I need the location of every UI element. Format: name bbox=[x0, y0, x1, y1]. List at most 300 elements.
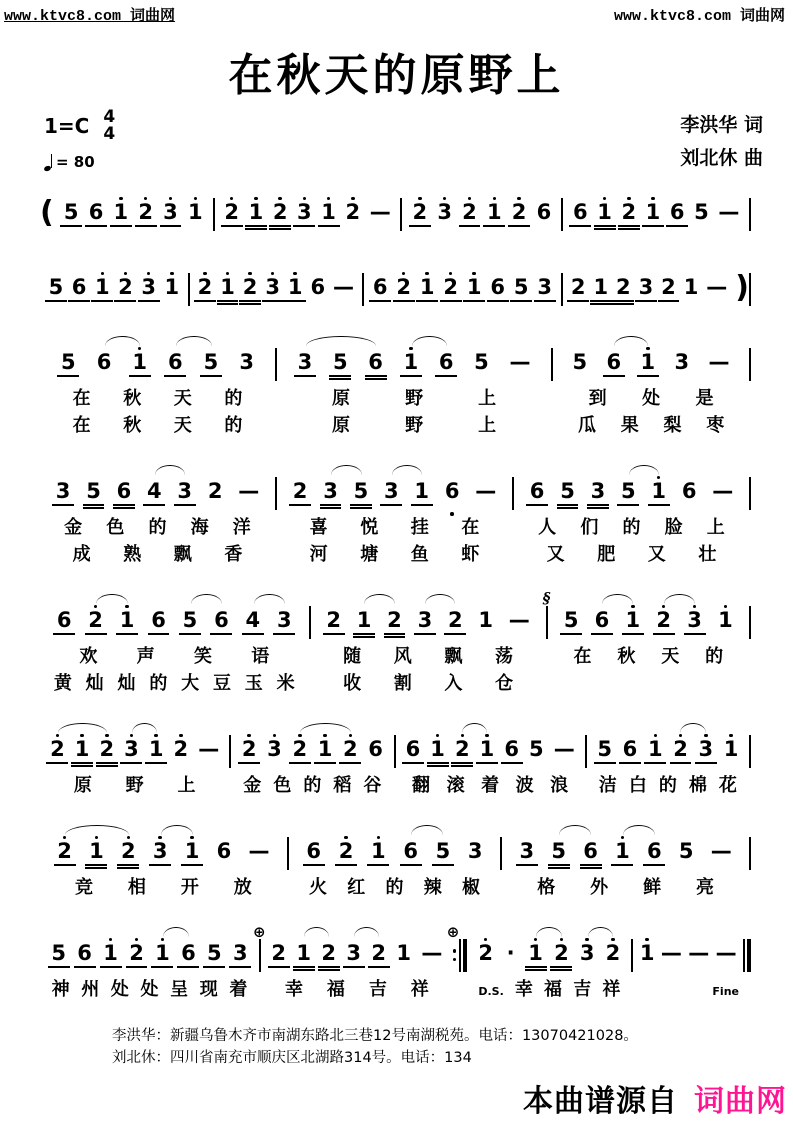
beam-line bbox=[440, 300, 462, 302]
notes-row bbox=[587, 719, 749, 771]
lyric-syllable: 波 bbox=[515, 775, 534, 796]
lyric-syllable: 火 bbox=[309, 877, 327, 898]
lyric-syllable: 的 bbox=[622, 517, 641, 538]
note bbox=[445, 475, 460, 518]
slur-arc bbox=[629, 465, 659, 475]
note bbox=[564, 604, 579, 647]
lyric-syllable: 米 bbox=[276, 673, 295, 694]
note bbox=[512, 196, 527, 239]
note bbox=[420, 271, 435, 314]
credit-lyricist: 李洪华 词 bbox=[680, 114, 763, 136]
beam-line bbox=[508, 225, 530, 227]
note bbox=[684, 271, 699, 314]
underline-beams bbox=[651, 502, 666, 511]
underline-beams bbox=[72, 298, 87, 307]
note bbox=[163, 196, 178, 239]
notes-row bbox=[190, 257, 362, 309]
beam-line bbox=[590, 303, 612, 305]
beam-line bbox=[85, 225, 107, 227]
note bbox=[675, 346, 690, 389]
lyric-syllable: 祥 bbox=[602, 979, 621, 1000]
note-number: 2 bbox=[621, 200, 637, 224]
notes-row bbox=[40, 590, 309, 642]
note bbox=[224, 196, 239, 239]
underline-beams bbox=[436, 862, 451, 871]
underline-beams bbox=[404, 373, 419, 382]
underline-beams bbox=[520, 862, 535, 871]
source-prefix: 本曲谱源自 bbox=[523, 1084, 678, 1119]
underline-beams bbox=[564, 631, 579, 640]
underline-beams bbox=[514, 298, 529, 307]
note bbox=[648, 733, 663, 776]
beam-line bbox=[637, 375, 659, 377]
coda-icon: ⊕ bbox=[253, 922, 266, 941]
dash-mark bbox=[709, 346, 730, 389]
underline-beams bbox=[670, 223, 685, 232]
note bbox=[651, 475, 666, 518]
lyric-syllable: 的 bbox=[224, 388, 243, 409]
underline-beams bbox=[580, 964, 595, 973]
note bbox=[387, 604, 402, 647]
slur-arc bbox=[588, 927, 613, 937]
beam-line bbox=[642, 225, 664, 227]
underline-beams bbox=[149, 760, 164, 769]
note-number: — bbox=[509, 350, 531, 374]
note-number: 1 bbox=[113, 200, 129, 224]
underline-beams bbox=[204, 373, 219, 382]
underline-beams bbox=[537, 223, 552, 232]
underline-beams bbox=[297, 223, 312, 232]
note-number: 1 bbox=[184, 839, 200, 863]
note-number: 2 bbox=[605, 941, 621, 965]
note bbox=[120, 604, 135, 647]
beam-line bbox=[114, 300, 136, 302]
lyric-syllable: 入 bbox=[444, 673, 463, 694]
beam-line bbox=[85, 864, 107, 866]
measure bbox=[402, 182, 561, 234]
underline-beams bbox=[208, 502, 223, 511]
note-number: 5 bbox=[51, 941, 66, 965]
note-number: 1 bbox=[528, 941, 543, 965]
note-number: 5 bbox=[86, 479, 101, 503]
note-number: 6 bbox=[368, 350, 383, 374]
underline-beams bbox=[443, 298, 458, 307]
underline-beams bbox=[474, 373, 489, 382]
underline-beams bbox=[242, 760, 257, 769]
measure bbox=[364, 257, 561, 309]
beam-line bbox=[369, 300, 391, 302]
note-number: 2 bbox=[345, 200, 361, 224]
meta-row bbox=[0, 103, 793, 176]
lyric-syllable: 大 bbox=[181, 673, 200, 694]
note-number: 2 bbox=[121, 839, 136, 863]
beam-line bbox=[91, 300, 113, 302]
beam-line bbox=[238, 762, 260, 764]
beam-line bbox=[476, 762, 498, 764]
lyric-syllable: 仓 bbox=[494, 673, 513, 694]
dash-mark bbox=[711, 835, 732, 878]
underline-beams bbox=[198, 760, 219, 769]
underline-beams bbox=[207, 964, 222, 973]
note bbox=[114, 196, 129, 239]
note-number: 6 bbox=[681, 479, 697, 503]
note bbox=[455, 733, 470, 776]
note bbox=[414, 475, 429, 518]
underline-beams bbox=[414, 502, 429, 511]
note-number: 6 bbox=[529, 479, 545, 503]
beam-line bbox=[365, 378, 387, 380]
music-line bbox=[40, 182, 751, 234]
note-number: 3 bbox=[267, 737, 282, 761]
note bbox=[571, 271, 586, 314]
note bbox=[242, 733, 257, 776]
note bbox=[265, 271, 280, 314]
lyric-syllable: 谷 bbox=[363, 775, 382, 796]
note bbox=[554, 937, 569, 980]
note-number: 1 bbox=[356, 608, 372, 632]
footer-contacts bbox=[0, 1025, 793, 1070]
slur-arc bbox=[411, 825, 443, 835]
note bbox=[661, 271, 676, 314]
underline-beams bbox=[639, 298, 654, 307]
underline-beams bbox=[292, 760, 307, 769]
beam-line bbox=[594, 228, 616, 230]
note bbox=[403, 835, 418, 878]
beam-line bbox=[245, 225, 267, 227]
beam-line bbox=[57, 375, 79, 377]
lyric-syllable: 在 bbox=[573, 646, 592, 667]
underline-beams bbox=[233, 964, 248, 973]
lyric-syllable: 飘 bbox=[173, 544, 192, 565]
beam-line bbox=[617, 504, 639, 506]
underline-beams bbox=[120, 631, 135, 640]
beam-line bbox=[567, 300, 589, 302]
notes-row bbox=[402, 182, 561, 234]
lyric-syllable: 的 bbox=[658, 775, 677, 796]
lyric-syllable: 金 bbox=[243, 775, 262, 796]
note bbox=[333, 346, 348, 389]
beam-line bbox=[435, 375, 457, 377]
beam-line bbox=[145, 762, 167, 764]
beam-line bbox=[48, 966, 70, 968]
note-number: 5 bbox=[621, 479, 636, 503]
lyric-syllable: 辣 bbox=[423, 877, 442, 898]
underline-beams bbox=[155, 964, 170, 973]
lyric-syllable: 原 bbox=[73, 775, 92, 796]
beam-line bbox=[622, 633, 644, 635]
measure bbox=[396, 719, 585, 798]
note bbox=[593, 271, 608, 314]
underline-beams bbox=[333, 298, 354, 307]
lyric-syllable: 上 bbox=[177, 775, 196, 796]
footer-contact-1: 李洪华：新疆乌鲁木齐市南湖东路北三巷12号南湖税苑。电话：13070421028。 bbox=[112, 1027, 638, 1044]
note-number: 2 bbox=[292, 737, 308, 761]
underline-beams bbox=[326, 631, 341, 640]
note bbox=[277, 604, 292, 647]
note bbox=[217, 835, 232, 878]
lyric-syllable: 悦 bbox=[360, 517, 379, 538]
beam-line bbox=[85, 633, 107, 635]
beam-line bbox=[548, 867, 570, 869]
note-number: 2 bbox=[241, 737, 257, 761]
underline-beams bbox=[373, 298, 388, 307]
note bbox=[297, 196, 312, 239]
note-number: 1 bbox=[132, 350, 147, 374]
note-number: 1 bbox=[647, 737, 663, 761]
note-number: 2 bbox=[454, 737, 470, 761]
note bbox=[530, 475, 545, 518]
lyrics-row bbox=[40, 411, 275, 438]
beam-line bbox=[239, 300, 261, 302]
note-number: — bbox=[712, 479, 734, 503]
beam-line bbox=[120, 762, 142, 764]
lyric-syllable: 的 bbox=[303, 775, 322, 796]
beam-line bbox=[594, 225, 616, 227]
note bbox=[621, 475, 636, 518]
note-number: 6 bbox=[606, 350, 622, 374]
beam-line bbox=[510, 300, 532, 302]
underline-beams bbox=[487, 223, 502, 232]
underline-beams bbox=[147, 502, 162, 511]
note-number: 5 bbox=[678, 839, 694, 863]
lyric-syllable: 们 bbox=[580, 517, 599, 538]
music-line bbox=[40, 719, 751, 798]
lyric-syllable: 上 bbox=[478, 388, 497, 409]
lyrics-row bbox=[40, 540, 275, 567]
beam-line bbox=[353, 633, 375, 635]
note bbox=[207, 937, 222, 980]
note bbox=[61, 346, 76, 389]
measure bbox=[40, 719, 229, 798]
underline-beams bbox=[504, 760, 519, 769]
slur-arc bbox=[559, 825, 591, 835]
beam-line bbox=[164, 375, 186, 377]
lyric-syllable: 相 bbox=[127, 877, 146, 898]
note bbox=[418, 604, 433, 647]
beam-line bbox=[409, 225, 431, 227]
slur-arc bbox=[364, 594, 395, 604]
lyric-syllable: 飘 bbox=[444, 646, 463, 667]
note-number: 2 bbox=[338, 839, 354, 863]
underline-beams bbox=[318, 760, 333, 769]
note bbox=[296, 937, 311, 980]
measure bbox=[277, 461, 512, 567]
note-number: — bbox=[715, 941, 737, 965]
note-number: 6 bbox=[438, 350, 454, 374]
note bbox=[514, 271, 529, 314]
note-number: 6 bbox=[405, 737, 421, 761]
note bbox=[198, 271, 213, 314]
note-number: — bbox=[688, 941, 710, 965]
underline-beams bbox=[684, 298, 699, 307]
beam-line bbox=[203, 966, 225, 968]
lyric-syllable: 的 bbox=[148, 517, 167, 538]
beam-line bbox=[548, 864, 570, 866]
dash-mark bbox=[421, 937, 442, 980]
note-number: 1 bbox=[220, 275, 235, 299]
measure bbox=[553, 332, 749, 438]
slur-arc bbox=[392, 465, 422, 475]
note bbox=[406, 733, 421, 776]
note bbox=[88, 604, 103, 647]
lyric-syllable: 肥 bbox=[597, 544, 616, 565]
notes-row bbox=[467, 923, 631, 975]
dash-mark bbox=[238, 475, 259, 518]
underline-beams bbox=[174, 760, 189, 769]
underline-beams bbox=[138, 223, 153, 232]
note-number: 2 bbox=[197, 275, 213, 299]
credit-composer: 刘北休 曲 bbox=[680, 147, 763, 170]
note bbox=[97, 346, 112, 389]
music-line bbox=[40, 257, 751, 309]
note bbox=[165, 271, 180, 314]
lyric-syllable: 割 bbox=[393, 673, 412, 694]
beam-line bbox=[117, 864, 139, 866]
beam-line bbox=[181, 864, 203, 866]
note-number: 3 bbox=[346, 941, 361, 965]
lyric-syllable: 又 bbox=[647, 544, 666, 565]
slur-arc bbox=[254, 594, 285, 604]
lyric-syllable: 壮 bbox=[698, 544, 717, 565]
beam-line bbox=[350, 504, 372, 506]
lyric-syllable: 枣 bbox=[706, 415, 725, 436]
note bbox=[239, 346, 254, 389]
note bbox=[583, 835, 598, 878]
lyric-syllable: 色 bbox=[273, 775, 292, 796]
slur-arc bbox=[412, 336, 447, 346]
beam-line bbox=[367, 864, 389, 866]
note-number: 2 bbox=[616, 275, 631, 299]
note bbox=[368, 733, 383, 776]
beam-line bbox=[444, 633, 466, 635]
note-number: 5 bbox=[353, 479, 369, 503]
underline-beams bbox=[296, 964, 311, 973]
underline-beams bbox=[673, 760, 688, 769]
note-number: 2 bbox=[342, 737, 358, 761]
slur-arc bbox=[680, 723, 706, 733]
note bbox=[467, 271, 482, 314]
beam-line bbox=[314, 762, 336, 764]
beam-line bbox=[648, 504, 670, 506]
lyric-syllable: 的 bbox=[149, 673, 168, 694]
note-number: 2 bbox=[129, 941, 144, 965]
lyric-syllable: 在 bbox=[72, 388, 91, 409]
beam-line bbox=[550, 966, 572, 968]
underline-beams bbox=[430, 760, 445, 769]
note bbox=[724, 733, 739, 776]
note-number: — bbox=[708, 350, 730, 374]
note-number: 3 bbox=[674, 350, 690, 374]
note bbox=[448, 604, 463, 647]
beam-line bbox=[516, 864, 538, 866]
note-number: 2 bbox=[173, 737, 189, 761]
underline-beams bbox=[529, 760, 544, 769]
underline-beams bbox=[249, 223, 264, 232]
note bbox=[323, 475, 338, 518]
notes-row bbox=[261, 923, 453, 975]
slur-arc bbox=[354, 927, 379, 937]
note bbox=[89, 196, 104, 239]
beam-line bbox=[284, 300, 306, 302]
note-number: 5 bbox=[474, 350, 489, 374]
note-number: 6 bbox=[88, 200, 104, 224]
note bbox=[149, 733, 164, 776]
beam-line bbox=[329, 378, 351, 380]
underline-beams bbox=[132, 373, 147, 382]
note-number: 1 bbox=[615, 839, 630, 863]
slur-arc bbox=[306, 336, 376, 346]
notes-row bbox=[289, 821, 501, 873]
lyric-syllable: 原 bbox=[332, 388, 351, 409]
underline-beams bbox=[368, 373, 383, 382]
note bbox=[147, 475, 162, 518]
lyric-syllable: Fine bbox=[712, 984, 739, 998]
lyric-syllable: 州 bbox=[81, 979, 100, 1000]
note bbox=[288, 271, 303, 314]
note bbox=[656, 604, 671, 647]
note bbox=[371, 937, 386, 980]
underline-beams bbox=[168, 373, 183, 382]
underline-beams bbox=[220, 298, 235, 307]
beam-line bbox=[339, 762, 361, 764]
note-number: 2 bbox=[371, 941, 386, 965]
beam-line bbox=[113, 504, 135, 506]
note bbox=[204, 346, 219, 389]
underline-beams bbox=[706, 298, 727, 307]
note-number: 1 bbox=[396, 941, 411, 965]
notes-row bbox=[553, 332, 749, 384]
beam-line bbox=[100, 966, 122, 968]
note-number: 6 bbox=[56, 608, 72, 632]
note bbox=[595, 604, 610, 647]
note bbox=[292, 733, 307, 776]
underline-beams bbox=[273, 223, 288, 232]
lyric-syllable: 放 bbox=[233, 877, 252, 898]
underline-beams bbox=[439, 373, 454, 382]
note bbox=[413, 196, 428, 239]
underline-beams bbox=[420, 298, 435, 307]
measure bbox=[563, 257, 735, 309]
note bbox=[396, 271, 411, 314]
note-number: 3 bbox=[579, 941, 595, 965]
beam-line bbox=[612, 303, 634, 305]
note-number: 6 bbox=[490, 275, 506, 299]
note-number: 5 bbox=[48, 275, 64, 299]
lyric-syllable: 滚 bbox=[446, 775, 465, 796]
note-number: 1 bbox=[148, 737, 164, 761]
beam-line bbox=[384, 636, 406, 638]
underline-beams bbox=[271, 964, 286, 973]
note bbox=[86, 475, 101, 518]
underline-beams bbox=[478, 631, 493, 640]
beam-line bbox=[45, 300, 67, 302]
underline-beams bbox=[121, 862, 136, 871]
barline bbox=[749, 477, 751, 510]
lyric-syllable: 又 bbox=[546, 544, 565, 565]
note bbox=[698, 733, 713, 776]
note bbox=[298, 346, 313, 389]
repeat-dots bbox=[453, 939, 457, 972]
underline-beams bbox=[551, 862, 566, 871]
lyric-syllable: 天 bbox=[661, 646, 680, 667]
note bbox=[606, 937, 621, 980]
lyric-syllable: 红 bbox=[347, 877, 366, 898]
underline-beams bbox=[238, 502, 259, 511]
note-number: 3 bbox=[417, 608, 433, 632]
lyric-syllable: 的 bbox=[385, 877, 404, 898]
beam-line bbox=[432, 864, 454, 866]
note bbox=[480, 733, 495, 776]
